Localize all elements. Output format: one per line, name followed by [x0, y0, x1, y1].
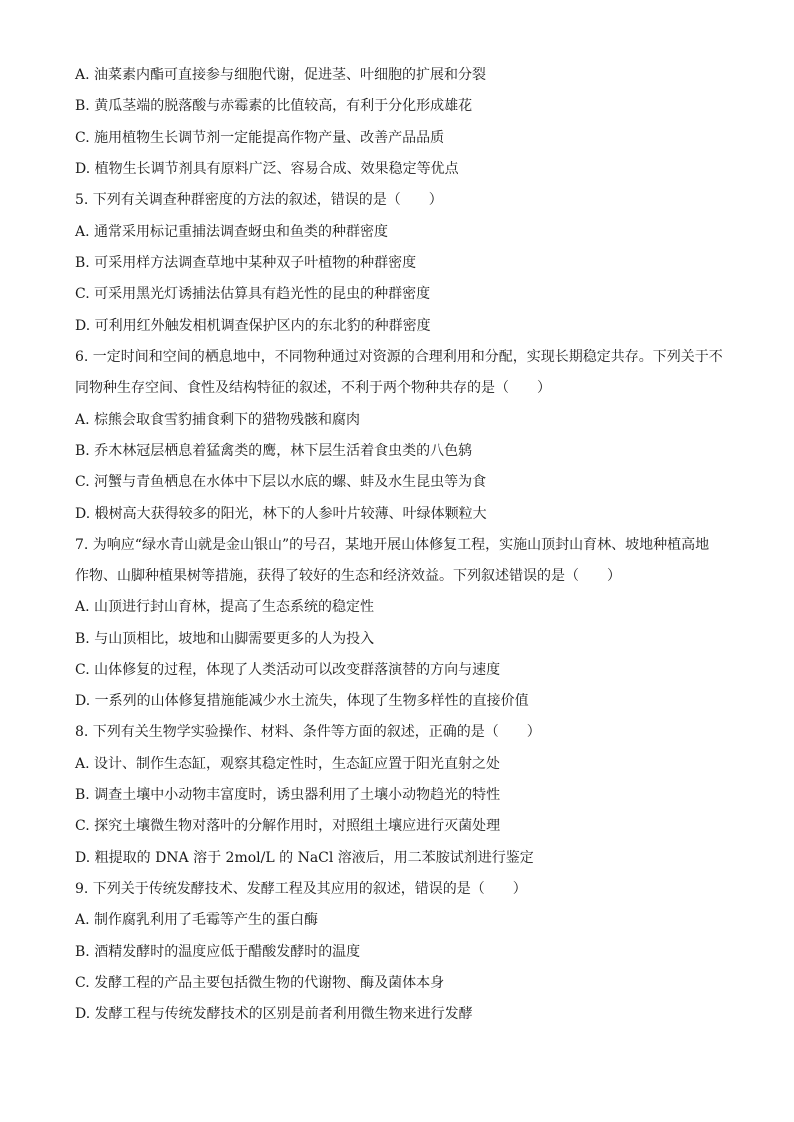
q8-option-c: C. 探究土壤微生物对落叶的分解作用时，对照组土壤应进行灭菌处理	[75, 818, 501, 834]
q9-option-a: A. 制作腐乳利用了毛霉等产生的蛋白酶	[75, 912, 319, 928]
q7-stem-line-1: 7. 为响应“绿水青山就是金山银山”的号召，某地开展山体修复工程，实施山顶封山育林、坡地种植高地	[75, 537, 710, 553]
q6-option-b: B. 乔木林冠层栖息着猛禽类的鹰，林下层生活着食虫类的八色鸫	[75, 443, 473, 459]
q5-option-d: D. 可利用红外触发相机调查保护区内的东北豹的种群密度	[75, 318, 431, 334]
q5-option-a: A. 通常采用标记重捕法调查蚜虫和鱼类的种群密度	[75, 224, 389, 240]
q9-option-b: B. 酒精发酵时的温度应低于醋酸发酵时的温度	[75, 944, 361, 960]
q5-option-c: C. 可采用黑光灯诱捕法估算具有趋光性的昆虫的种群密度	[75, 286, 431, 302]
q7-stem-line-2: 作物、山脚种植果树等措施，获得了较好的生态和经济效益。下列叙述错误的是（ ）	[75, 568, 621, 584]
q6-option-c: C. 河蟹与青鱼栖息在水体中下层以水底的螺、蚌及水生昆虫等为食	[75, 474, 487, 490]
q5-option-b: B. 可采用样方法调查草地中某种双子叶植物的种群密度	[75, 255, 417, 271]
q4-option-b: B. 黄瓜茎端的脱落酸与赤霉素的比值较高，有利于分化形成雄花	[75, 98, 473, 114]
q4-option-d: D. 植物生长调节剂具有原料广泛、容易合成、效果稳定等优点	[75, 161, 459, 177]
q8-stem: 8. 下列有关生物学实验操作、材料、条件等方面的叙述，正确的是（ ）	[75, 724, 541, 740]
q6-stem-line-2: 同物种生存空间、食性及结构特征的叙述，不利于两个物种共存的是（ ）	[75, 380, 551, 396]
q7-option-d: D. 一系列的山体修复措施能减少水土流失，体现了生物多样性的直接价值	[75, 693, 529, 709]
q8-option-a: A. 设计、制作生态缸，观察其稳定性时，生态缸应置于阳光直射之处	[75, 756, 501, 772]
q9-option-c: C. 发酵工程的产品主要包括微生物的代谢物、酶及菌体本身	[75, 975, 445, 991]
q9-option-d: D. 发酵工程与传统发酵技术的区别是前者利用微生物来进行发酵	[75, 1006, 473, 1022]
q9-stem: 9. 下列关于传统发酵技术、发酵工程及其应用的叙述，错误的是（ ）	[75, 881, 527, 897]
q6-option-a: A. 棕熊会取食雪豹捕食剩下的猎物残骸和腐肉	[75, 412, 361, 428]
q8-option-d: D. 粗提取的 DNA 溶于 2mol/L 的 NaCl 溶液后，用二苯胺试剂进行鉴定	[75, 850, 534, 866]
q7-option-b: B. 与山顶相比，坡地和山脚需要更多的人为投入	[75, 631, 375, 647]
q6-option-d: D. 椴树高大获得较多的阳光，林下的人参叶片较薄、叶绿体颗粒大	[75, 506, 487, 522]
q7-option-c: C. 山体修复的过程，体现了人类活动可以改变群落演替的方向与速度	[75, 662, 501, 678]
q4-option-c: C. 施用植物生长调节剂一定能提高作物产量、改善产品品质	[75, 130, 445, 146]
q7-option-a: A. 山顶进行封山育林，提高了生态系统的稳定性	[75, 599, 375, 615]
q6-stem-line-1: 6. 一定时间和空间的栖息地中，不同物种通过对资源的合理利用和分配，实现长期稳定共存。下列关于不	[75, 349, 723, 365]
q4-option-a: A. 油菜素内酯可直接参与细胞代谢，促进茎、叶细胞的扩展和分裂	[75, 67, 487, 83]
q5-stem: 5. 下列有关调查种群密度的方法的叙述，错误的是（ ）	[75, 192, 443, 208]
q8-option-b: B. 调查土壤中小动物丰富度时，诱虫器利用了土壤小动物趋光的特性	[75, 787, 501, 803]
